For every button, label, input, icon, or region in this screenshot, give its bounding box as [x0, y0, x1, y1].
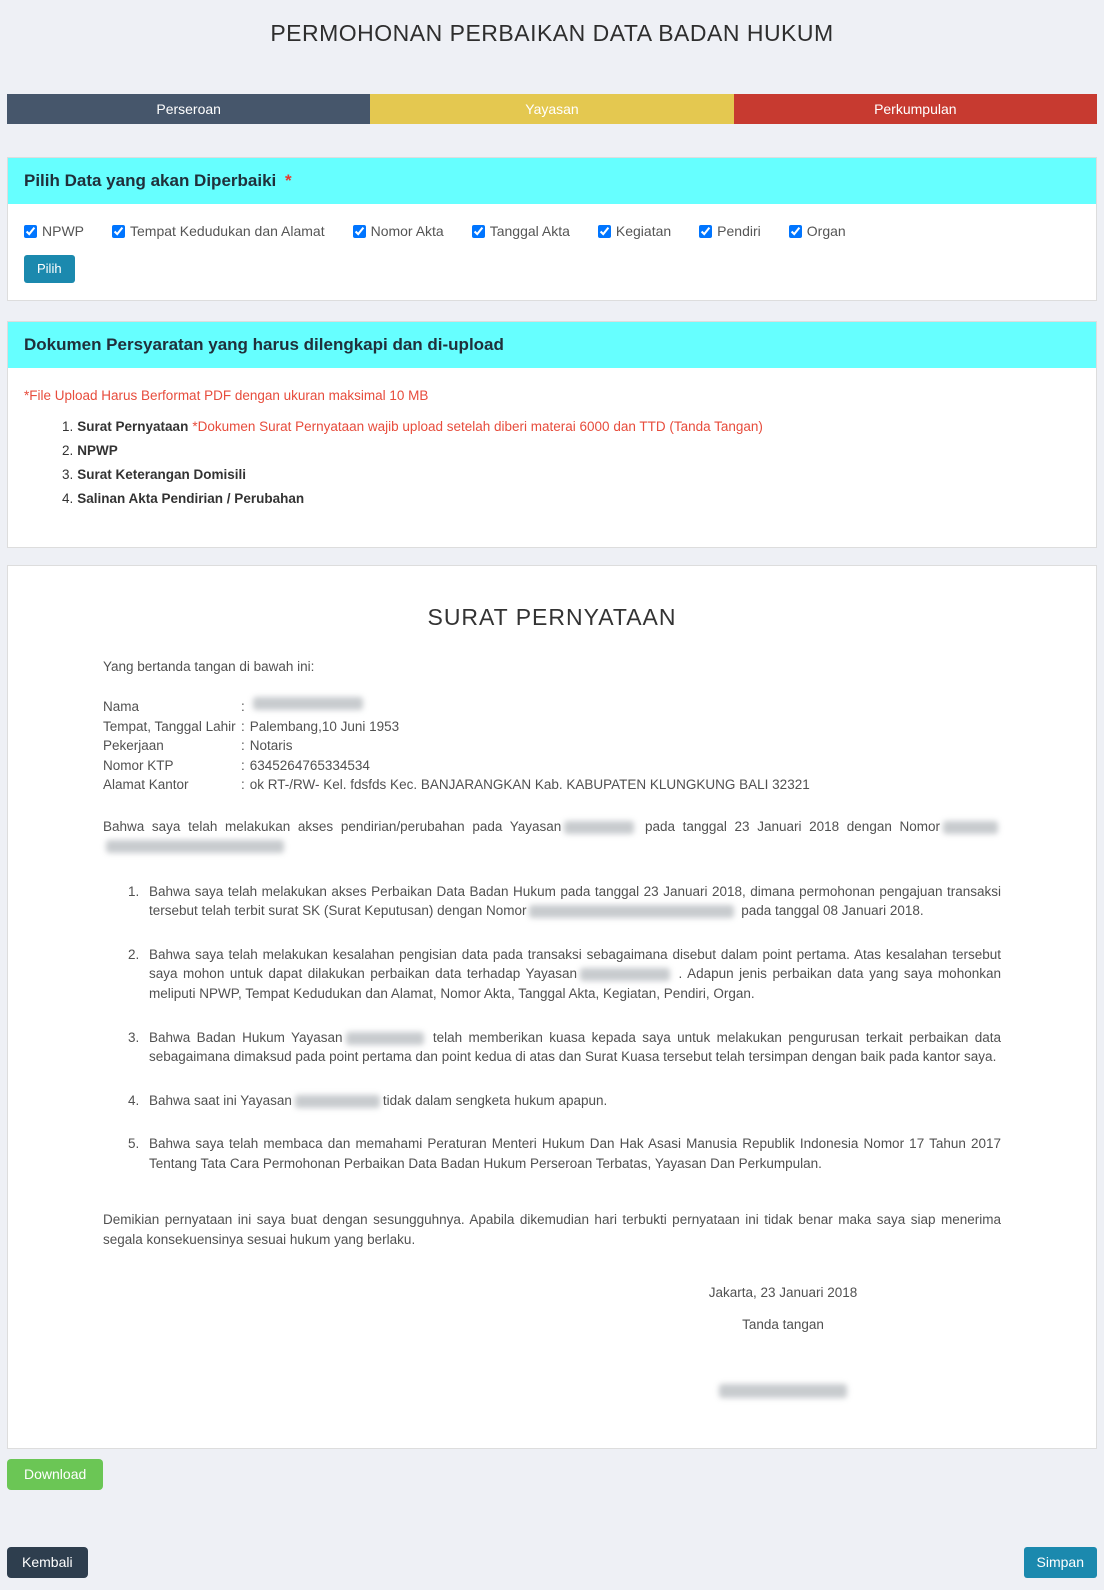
- tab-perkumpulan[interactable]: Perkumpulan: [734, 94, 1097, 124]
- statement-point: [128, 945, 1001, 1004]
- statement-body: [149, 882, 1001, 921]
- section-header-dokumen: [8, 322, 1096, 368]
- redacted-text: [580, 968, 670, 981]
- tab-perseroan[interactable]: Perseroan: [7, 94, 370, 124]
- surat-title: SURAT PERNYATAAN: [427, 603, 677, 630]
- requirement-list: [24, 419, 1080, 506]
- identity-colon: :: [241, 757, 245, 773]
- identity-row-alamat-kantor: [103, 775, 1001, 795]
- surat-opening: Yang bertanda tangan di bawah ini:: [103, 658, 315, 674]
- panel-dokumen-persyaratan: [7, 321, 1097, 548]
- statement-text: Bahwa saya telah melakukan kesalahan pengisian data pada transaksi sebagaimana disebut dalam point pertama. Atas kesalahan tersebut saya mohon untuk dapat dilakukan perbaikan data terhadap Yayasan: [149, 946, 1001, 982]
- redacted-text: [529, 905, 734, 918]
- simpan-button[interactable]: Simpan: [1024, 1547, 1097, 1578]
- requirement-number: 4.: [62, 490, 74, 506]
- tab-yayasan[interactable]: Yayasan: [370, 94, 733, 124]
- identity-colon: :: [241, 699, 245, 715]
- statement-number: 2.: [128, 946, 140, 962]
- statement-text: . Adapun jenis perbaikan data yang saya mohonkan meliputi NPWP, Tempat Kedudukan dan Alamat, Nomor Akta, Tanggal Akta, Kegiatan, Pendiri, Organ.: [149, 966, 1001, 1002]
- tab-bar: [7, 94, 1097, 124]
- requirement-number: 1.: [62, 418, 74, 434]
- redacted-text: [295, 1095, 380, 1108]
- requirement-label: NPWP: [77, 442, 118, 458]
- statement-point: [128, 882, 1001, 921]
- statement-point: [128, 1028, 1001, 1067]
- pilih-button[interactable]: Pilih: [24, 255, 75, 283]
- identity-row-nama: [103, 697, 1001, 717]
- checkbox-item-pendiri[interactable]: [699, 223, 761, 239]
- requirement-item: [62, 443, 1080, 458]
- upload-format-note: *File Upload Harus Berformat PDF dengan ukuran maksimal 10 MB: [24, 387, 429, 403]
- statement-body: [149, 945, 1001, 1004]
- statement-text: tidak dalam sengketa hukum apapun.: [382, 1092, 608, 1108]
- requirement-number: 3.: [62, 466, 74, 482]
- statement-text: Bahwa saya telah membaca dan memahami Peraturan Menteri Hukum Dan Hak Asasi Manusia Republik Indonesia Nomor 17 Tahun 2017 Tentang Tata Cara Permohonan Perbaikan Data Badan Hukum Perseroan Terbatas, Yayasan Dan Perkumpulan.: [149, 1136, 1001, 1171]
- statement-body: [149, 1134, 1001, 1173]
- statement-text: pada tanggal 08 Januari 2018.: [737, 903, 924, 919]
- redacted-text: [346, 1032, 424, 1045]
- statement-point: [128, 1134, 1001, 1173]
- checkbox-label: Tempat Kedudukan dan Alamat: [130, 223, 325, 239]
- section-header-pilih-data: [8, 158, 1096, 204]
- signature-label: Tanda tangan: [742, 1317, 824, 1333]
- closing-paragraph: Demikian pernyataan ini saya buat dengan sesungguhnya. Apabila dikemudian hari terbukti pernyataan ini tidak benar maka saya siap menerima segala konsekuensinya sesuai hukum yang berlaku.: [103, 1212, 1001, 1247]
- statement-body: [149, 1028, 1001, 1067]
- pilih-panel-body: [8, 204, 1096, 300]
- checkbox-label: Tanggal Akta: [489, 223, 570, 239]
- checkbox-item-organ[interactable]: [789, 223, 846, 239]
- checkbox-item-kegiatan[interactable]: [598, 223, 671, 239]
- statement-text: pada tanggal 23 Januari 2018 dengan Nomor: [637, 818, 940, 834]
- identity-colon: :: [241, 718, 245, 734]
- redacted-text: [106, 840, 284, 853]
- statement-point: [128, 1091, 1001, 1111]
- statement-text: Bahwa saat ini Yayasan: [149, 1092, 292, 1108]
- identity-colon: :: [241, 777, 245, 793]
- identity-table: [103, 697, 1001, 795]
- checkbox-organ[interactable]: [789, 225, 802, 238]
- panel-surat-pernyataan: [7, 565, 1097, 1450]
- requirement-item: [62, 467, 1080, 482]
- dokumen-panel-body: [8, 368, 1096, 547]
- checkbox-label: Pendiri: [717, 223, 761, 239]
- checkbox-nomor-akta[interactable]: [353, 225, 366, 238]
- identity-label: Nama: [103, 699, 140, 715]
- checkbox-label: Nomor Akta: [370, 223, 444, 239]
- statement-number: 4.: [128, 1092, 140, 1108]
- checkbox-tempat-kedudukan-dan-alamat[interactable]: [112, 225, 125, 238]
- requirement-label: Surat Keterangan Domisili: [77, 466, 247, 482]
- kembali-button[interactable]: Kembali: [7, 1547, 88, 1578]
- statement-text: Bahwa saya telah melakukan akses Perbaikan Data Badan Hukum pada tanggal 23 Januari 2018, dimana permohonan pengajuan transaksi tersebut telah terbit surat SK (Surat Keputusan) dengan Nomor: [149, 883, 1001, 919]
- redacted-text: [253, 697, 363, 710]
- signature-place-date: Jakarta, 23 Januari 2018: [708, 1284, 858, 1300]
- statement-text: Bahwa saya telah melakukan akses pendirian/perubahan pada Yayasan: [103, 818, 562, 834]
- identity-value: Notaris: [249, 738, 293, 754]
- statement-number: 5.: [128, 1136, 140, 1152]
- checkbox-item-nomor-akta[interactable]: [353, 223, 444, 239]
- requirement-label: Surat Pernyataan: [77, 418, 189, 434]
- checkbox-label: Kegiatan: [615, 223, 672, 239]
- signature-block: [573, 1283, 993, 1401]
- page: [0, 20, 1104, 1590]
- identity-row-pekerjaan: [103, 736, 1001, 756]
- identity-colon: :: [241, 738, 245, 754]
- footer-actions: [7, 1547, 1097, 1578]
- requirement-label: Salinan Akta Pendirian / Perubahan: [77, 490, 305, 506]
- panel-pilih-data: [7, 157, 1097, 301]
- identity-label: Alamat Kantor: [103, 777, 189, 793]
- checkbox-label: NPWP: [42, 223, 84, 239]
- checkbox-label: Organ: [806, 223, 846, 239]
- requirement-item: [62, 491, 1080, 506]
- checkbox-tanggal-akta[interactable]: [472, 225, 485, 238]
- checkbox-group: [24, 223, 1080, 239]
- intro-paragraph: [103, 817, 1001, 856]
- checkbox-pendiri[interactable]: [699, 225, 712, 238]
- statement-list: [103, 882, 1001, 1174]
- identity-value: Palembang,10 Juni 1953: [249, 718, 400, 734]
- redacted-text: [564, 821, 634, 834]
- identity-value: 6345264765334534: [249, 757, 370, 773]
- required-asterisk: *: [285, 171, 292, 190]
- redacted-text: [943, 821, 998, 834]
- statement-number: 1.: [128, 883, 140, 899]
- checkbox-item-npwp[interactable]: [24, 223, 84, 239]
- redacted-signature-name: [719, 1384, 847, 1398]
- requirement-item: [62, 419, 1080, 434]
- requirement-note: *Dokumen Surat Pernyataan wajib upload setelah diberi materai 6000 dan TTD (Tanda Tangan): [192, 418, 763, 434]
- checkbox-item-tempat-kedudukan-dan-alamat[interactable]: [112, 223, 325, 239]
- section-header-text: Pilih Data yang akan Diperbaiki: [24, 171, 277, 190]
- identity-row-nomor-ktp: [103, 756, 1001, 776]
- section-header-text: Dokumen Persyaratan yang harus dilengkapi dan di-upload: [24, 334, 504, 354]
- surat-content: [103, 657, 1001, 1401]
- checkbox-npwp[interactable]: [24, 225, 37, 238]
- statement-number: 3.: [128, 1029, 140, 1045]
- statement-text: telah memberikan kuasa kepada saya untuk melakukan pengurusan terkait perbaikan data sebagaimana dimaksud pada point pertama dan point kedua di atas dan Surat Kuasa tersebut telah tersimpan dengan baik pada kantor saya.: [149, 1029, 1002, 1065]
- statement-body: [149, 1091, 1001, 1111]
- identity-label: Nomor KTP: [103, 757, 174, 773]
- identity-label: Pekerjaan: [103, 738, 164, 754]
- checkbox-item-tanggal-akta[interactable]: [472, 223, 570, 239]
- download-button[interactable]: Download: [7, 1459, 103, 1490]
- identity-row-tempat-tanggal-lahir: [103, 717, 1001, 737]
- identity-value: ok RT-/RW- Kel. fdsfds Kec. BANJARANGKAN Kab. KABUPATEN KLUNGKUNG BALI 32321: [249, 777, 810, 793]
- statement-text: Bahwa Badan Hukum Yayasan: [149, 1029, 343, 1045]
- checkbox-kegiatan[interactable]: [598, 225, 611, 238]
- requirement-number: 2.: [62, 442, 74, 458]
- page-title: PERMOHONAN PERBAIKAN DATA BADAN HUKUM: [270, 20, 834, 46]
- identity-label: Tempat, Tanggal Lahir: [103, 718, 236, 734]
- download-row: [7, 1459, 1097, 1490]
